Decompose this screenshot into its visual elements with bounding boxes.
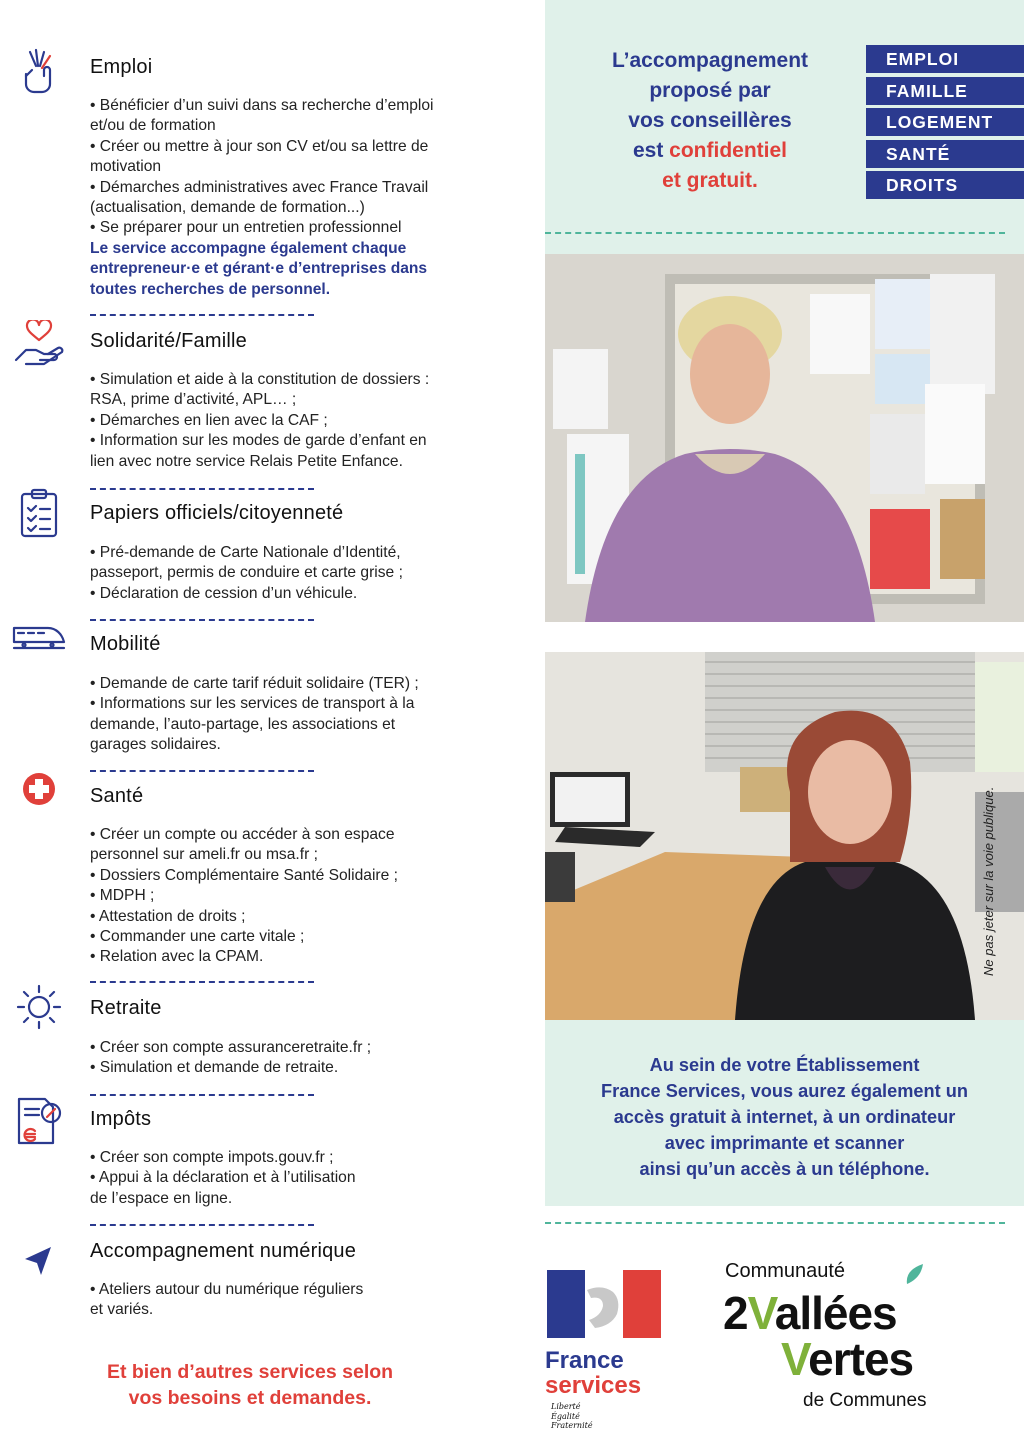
closing-message <box>0 1359 500 1411</box>
list-item: motivation <box>90 158 162 176</box>
logo-digit: 2 <box>723 1287 748 1339</box>
section-body-papiers <box>90 543 520 604</box>
intro-line: proposé par <box>649 79 771 102</box>
tag-droits: DROITS <box>866 171 1024 199</box>
intro-emphasis: et gratuit. <box>662 169 758 192</box>
list-item: • Démarches en lien avec la CAF ; <box>90 411 328 429</box>
logo-green-letter: V <box>747 1287 775 1339</box>
outro-line: accès gratuit à internet, à un ordinateur <box>613 1107 956 1127</box>
intro-line <box>545 136 875 166</box>
section-title-sante: Santé <box>90 785 144 807</box>
divider <box>90 1224 314 1226</box>
outro-text <box>545 1052 1024 1182</box>
intro-panel <box>545 0 1024 254</box>
section-body-emploi <box>90 96 520 300</box>
intro-emphasis: confidentiel <box>669 139 788 162</box>
list-item: demande, l’auto-partage, les associations et <box>90 715 396 733</box>
list-item: • Bénéficier d’un suivi dans sa recherche d’emploi <box>90 97 434 114</box>
leaf-icon <box>903 1262 927 1286</box>
highlight-text: entrepreneur·e et gérant·e d’entreprises dans <box>90 260 428 278</box>
list-item: • Dossiers Complémentaire Santé Solidaire ; <box>90 866 398 884</box>
photo-gap <box>545 622 1024 652</box>
logo-word: ertes <box>808 1333 914 1385</box>
section-body-sante <box>90 825 520 968</box>
list-item: (actualisation, demande de formation...) <box>90 199 365 217</box>
section-title-solidarite: Solidarité/Famille <box>90 330 247 352</box>
list-item: • Pré-demande de Carte Nationale d’Identité, <box>90 544 401 561</box>
tools-hand-icon <box>12 44 66 98</box>
france-services-logo <box>545 1268 675 1430</box>
section-title-retraite: Retraite <box>90 997 162 1019</box>
list-item: passeport, permis de conduire et carte grise ; <box>90 564 403 582</box>
info-column <box>545 0 1024 1451</box>
france-services-name <box>545 1348 641 1398</box>
tag-logement: LOGEMENT <box>866 108 1024 136</box>
section-body-impots <box>90 1148 520 1209</box>
outro-panel <box>545 1020 1024 1206</box>
section-body-mobilite <box>90 674 520 756</box>
list-item: • Attestation de droits ; <box>90 907 246 925</box>
list-item: personnel sur ameli.fr ou msa.fr ; <box>90 846 318 864</box>
highlight-text: toutes recherches de personnel. <box>90 280 331 298</box>
divider <box>545 232 1005 234</box>
highlight-text: Le service accompagne également chaque <box>90 239 407 257</box>
sun-icon <box>12 980 66 1034</box>
list-item: • Créer ou mettre à jour son CV et/ou sa lettre de <box>90 137 429 155</box>
communaute-2-vallees-vertes-logo <box>725 1260 985 1420</box>
section-body-numerique <box>90 1280 520 1321</box>
list-item: garages solidaires. <box>90 736 221 754</box>
closing-line: vos besoins et demandes. <box>128 1387 372 1409</box>
outro-line: avec imprimante et scanner <box>664 1133 905 1153</box>
divider <box>90 314 314 316</box>
list-item: • Demande de carte tarif réduit solidaire (TER) ; <box>90 675 419 692</box>
list-item: et/ou de formation <box>90 117 216 135</box>
photo-advisor-1 <box>545 254 1024 622</box>
motto-line: Égalité <box>551 1411 580 1421</box>
intro-line: L’accompagnement <box>611 49 809 72</box>
list-item: lien avec notre service Relais Petite Enfance. <box>90 452 403 470</box>
divider <box>90 981 314 983</box>
list-item: • Déclaration de cession d’un véhicule. <box>90 584 358 602</box>
train-icon <box>12 610 66 664</box>
tag-sante: SANTÉ <box>866 140 1024 168</box>
list-item: • Démarches administratives avec France Travail <box>90 178 429 196</box>
logo-word: allées <box>774 1287 897 1339</box>
tag-emploi: EMPLOI <box>866 45 1024 73</box>
list-item: • Simulation et demande de retraite. <box>90 1059 339 1077</box>
list-item: et variés. <box>90 1301 154 1319</box>
clipboard-checklist-icon <box>12 486 66 540</box>
list-item: • Créer un compte ou accéder à son espace <box>90 826 395 843</box>
list-item: de l’espace en ligne. <box>90 1189 233 1207</box>
motto-line: Fraternité <box>551 1421 593 1430</box>
section-title-papiers: Papiers officiels/citoyenneté <box>90 502 344 524</box>
logo-top-text: Communauté <box>725 1260 846 1282</box>
no-littering-note: Ne pas jeter sur la voie publique. <box>981 786 996 976</box>
logo-green-letter: V <box>781 1333 809 1385</box>
list-item: • Informations sur les services de transport à la <box>90 695 415 713</box>
list-item: • Commander une carte vitale ; <box>90 928 305 946</box>
topic-tags <box>866 45 1024 203</box>
list-item: • Se préparer pour un entretien professionnel <box>90 219 402 237</box>
brand-line: services <box>545 1372 642 1399</box>
list-item: • Créer son compte impots.gouv.fr ; <box>90 1149 334 1166</box>
tax-document-icon <box>12 1094 66 1148</box>
list-item: RSA, prime d’activité, APL… ; <box>90 391 297 409</box>
hand-heart-icon <box>12 316 66 370</box>
divider <box>90 619 314 621</box>
list-item: • Créer son compte assuranceretraite.fr ; <box>90 1039 372 1056</box>
section-body-solidarite <box>90 370 520 472</box>
health-cross-icon <box>12 762 66 816</box>
list-item: • Ateliers autour du numérique réguliers <box>90 1281 364 1298</box>
divider <box>90 488 314 490</box>
marianne-flag-icon <box>547 1270 661 1338</box>
cursor-arrow-icon <box>12 1234 66 1288</box>
brand-line: France <box>545 1347 624 1374</box>
section-title-mobilite: Mobilité <box>90 633 161 655</box>
list-item: • Appui à la déclaration et à l’utilisation <box>90 1169 356 1187</box>
outro-line: ainsi qu’un accès à un téléphone. <box>639 1159 930 1179</box>
list-item: • Simulation et aide à la constitution de dossiers : <box>90 371 430 388</box>
intro-line: vos conseillères <box>628 109 792 132</box>
intro-text-part: est <box>632 139 670 162</box>
divider <box>90 1094 314 1096</box>
divider <box>545 1222 1005 1224</box>
logo-bottom-text: de Communes <box>803 1390 927 1411</box>
closing-line: Et bien d’autres services selon <box>106 1361 394 1383</box>
list-item: • Relation avec la CPAM. <box>90 948 264 966</box>
section-title-emploi: Emploi <box>90 56 153 78</box>
section-title-numerique: Accompagnement numérique <box>90 1240 357 1262</box>
section-body-retraite <box>90 1038 520 1079</box>
intro-text <box>545 46 875 196</box>
republic-motto <box>551 1402 593 1431</box>
outro-line: France Services, vous aurez également un <box>601 1081 968 1101</box>
divider <box>90 770 314 772</box>
tag-famille: FAMILLE <box>866 77 1024 105</box>
motto-line: Liberté <box>551 1402 581 1411</box>
outro-line: Au sein de votre Établissement <box>649 1055 920 1075</box>
list-item: • Information sur les modes de garde d’enfant en <box>90 432 427 450</box>
section-title-impots: Impôts <box>90 1108 152 1130</box>
photo-advisor-2 <box>545 652 1024 1020</box>
logo-line-vertes <box>781 1332 913 1386</box>
list-item: • MDPH ; <box>90 887 155 905</box>
